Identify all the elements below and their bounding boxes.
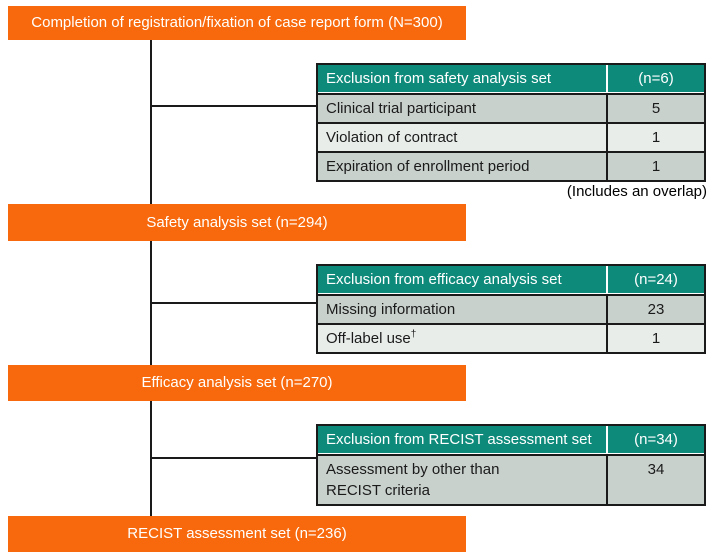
table-row-value: 23 <box>606 296 704 323</box>
table-row-label: Clinical trial participant <box>326 100 477 117</box>
table-row-label: Expiration of enrollment period <box>326 158 530 175</box>
table-row <box>318 454 704 504</box>
table-header-count: (n=6) <box>606 65 704 92</box>
table-row-label <box>318 325 606 352</box>
table-header-row <box>318 65 704 93</box>
banner-recist-assessment-set: RECIST assessment set (n=236) <box>8 516 466 552</box>
exclusion-table-safety <box>316 63 706 182</box>
table-row-value: 1 <box>606 124 704 151</box>
exclusion-table-efficacy <box>316 264 706 354</box>
branch-line-recist-exclusion <box>151 457 316 459</box>
table-row <box>318 93 704 122</box>
table-row-value: 1 <box>606 153 704 180</box>
table-row-label-text: Off-label use <box>326 330 411 347</box>
table-header-count: (n=34) <box>606 426 704 453</box>
table-row <box>318 294 704 323</box>
connector-vertical-line <box>150 40 152 516</box>
table-row <box>318 151 704 180</box>
table-header-row <box>318 426 704 454</box>
table-row <box>318 323 704 352</box>
dagger-footnote-mark: † <box>410 329 417 340</box>
banner-safety-analysis-set: Safety analysis set (n=294) <box>8 204 466 241</box>
table-row-label: Assessment by other than RECIST criteria <box>326 461 500 499</box>
branch-line-efficacy-exclusion <box>151 302 316 304</box>
banner-registration: Completion of registration/fixation of case report form (N=300) <box>8 6 466 40</box>
exclusion-table-recist <box>316 424 706 506</box>
table-row-value: 1 <box>606 325 704 352</box>
table-header-title: Exclusion from efficacy analysis set <box>326 271 562 288</box>
banner-efficacy-analysis-set: Efficacy analysis set (n=270) <box>8 365 466 401</box>
table-row-value: 5 <box>606 95 704 122</box>
overlap-note: (Includes an overlap) <box>566 183 707 200</box>
table-header-count: (n=24) <box>606 266 704 293</box>
table-row <box>318 122 704 151</box>
table-row-label: Missing information <box>326 301 456 318</box>
table-header-title: Exclusion from safety analysis set <box>326 70 552 87</box>
table-header-row <box>318 266 704 294</box>
table-row-label: Violation of contract <box>326 129 458 146</box>
table-header-title: Exclusion from RECIST assessment set <box>326 431 592 448</box>
table-row-value: 34 <box>606 456 704 504</box>
branch-line-safety-exclusion <box>151 105 316 107</box>
